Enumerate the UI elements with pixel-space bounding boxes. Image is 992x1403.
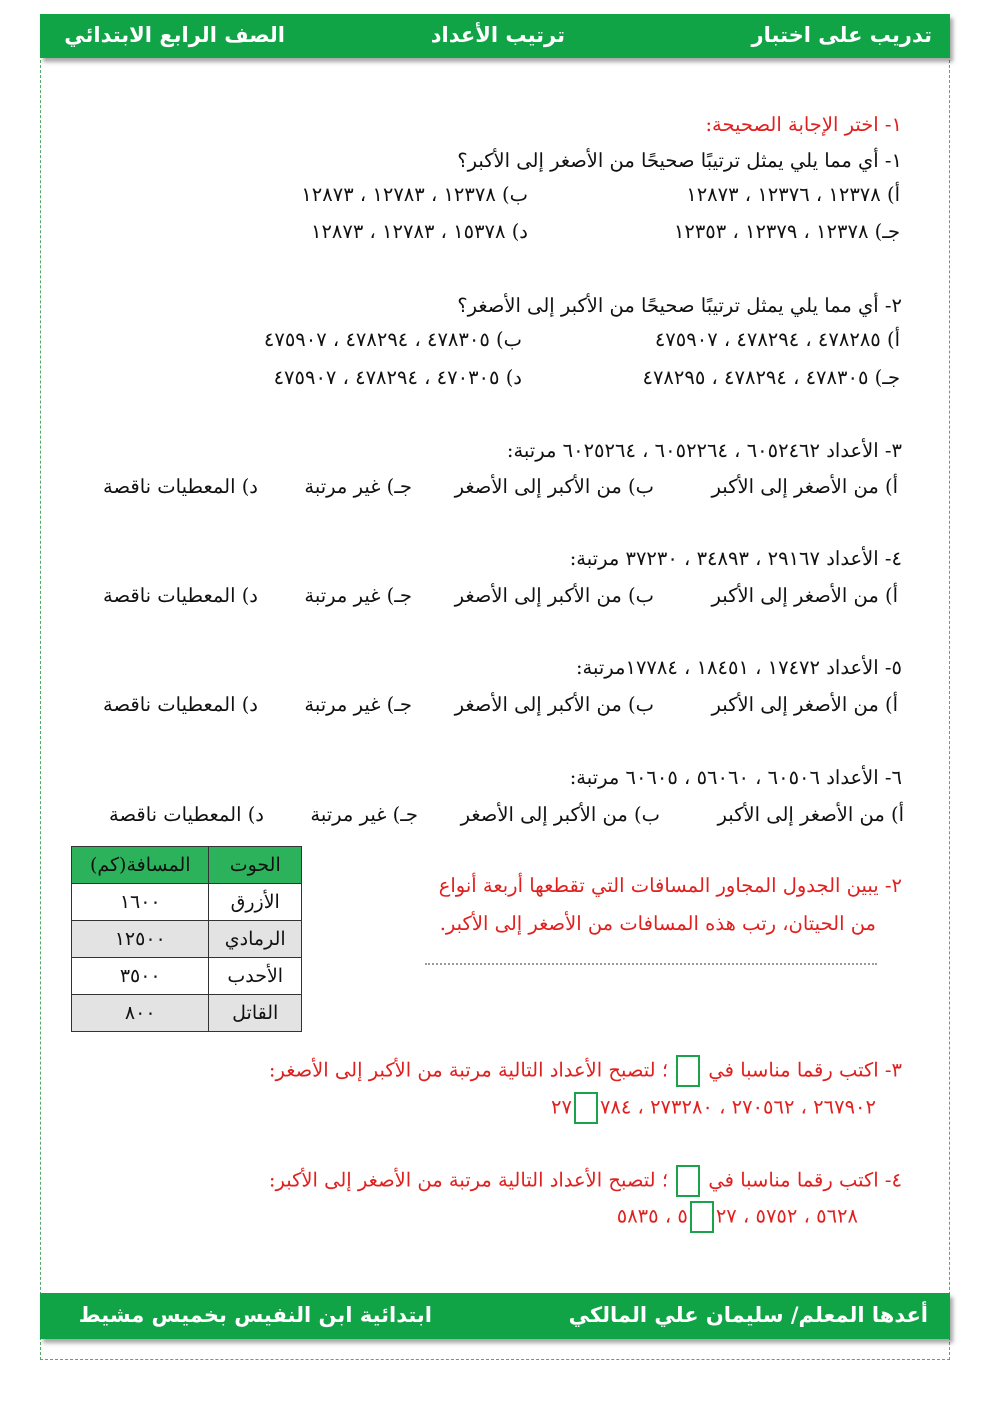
q1-item3-stem: ٣- الأعداد ٦٠٥٢٤٦٢ ، ٦٠٥٢٢٦٤ ، ٦٠٢٥٢٦٤ مرتبة: bbox=[506, 439, 902, 462]
table-row bbox=[72, 958, 302, 995]
q1-item5-option-d: د) المعطيات ناقصة bbox=[103, 693, 258, 716]
q3-numbers-end: ٢٧ bbox=[550, 1095, 572, 1119]
table-row bbox=[72, 921, 302, 958]
table-cell-whale: الأحدب bbox=[209, 958, 302, 995]
q1-item4-option-d: د) المعطيات ناقصة bbox=[103, 584, 258, 607]
q3-numbers-start: ٢٦٧٩٠٢ ، ٢٧٠٥٦٢ ، ٢٧٣٢٨٠ ، ٧٨٤ bbox=[599, 1095, 876, 1119]
q4-numbers bbox=[617, 1201, 858, 1233]
table-cell-distance: ١٢٥٠٠ bbox=[72, 921, 209, 958]
header-right-title: تدريب على اختبار bbox=[751, 23, 932, 47]
q1-item4-option-c: جـ) غير مرتبة bbox=[304, 584, 412, 607]
q1-item2-option-d: د) ٤٧٠٣٠٥ ، ٤٧٨٢٩٤ ، ٤٧٥٩٠٧ bbox=[273, 366, 522, 389]
q4-prefix: ٤- اكتب رقما مناسبا في bbox=[708, 1168, 902, 1192]
q1-item2-option-c: جـ) ٤٧٨٣٠٥ ، ٤٧٨٢٩٤ ، ٤٧٨٢٩٥ bbox=[642, 366, 900, 389]
table-header-whale: الحوت bbox=[209, 847, 302, 884]
q3-instruction bbox=[269, 1055, 902, 1087]
q1-item5-option-b: ب) من الأكبر إلى الأصغر bbox=[454, 693, 654, 716]
q3-numbers bbox=[551, 1092, 876, 1124]
q1-item3-option-a: أ) من الأصغر إلى الأكبر bbox=[711, 475, 898, 498]
table-cell-whale: الأزرق bbox=[209, 884, 302, 921]
q4-answer-box[interactable] bbox=[690, 1201, 714, 1233]
q1-item4-stem: ٤- الأعداد ٢٩١٦٧ ، ٣٤٨٩٣ ، ٣٧٢٣٠ مرتبة: bbox=[569, 547, 902, 570]
table-cell-whale: القاتل bbox=[209, 995, 302, 1032]
q2-line2: من الحيتان، رتب هذه المسافات من الأصغر إلى الأكبر. bbox=[439, 912, 876, 935]
q1-item3-option-b: ب) من الأكبر إلى الأصغر bbox=[454, 475, 654, 498]
header-center-title: ترتيب الأعداد bbox=[430, 23, 565, 47]
q1-item3-option-d: د) المعطيات ناقصة bbox=[103, 475, 258, 498]
q1-item2-option-a: أ) ٤٧٨٢٨٥ ، ٤٧٨٢٩٤ ، ٤٧٥٩٠٧ bbox=[654, 328, 900, 351]
q4-suffix: ؛ لتصبح الأعداد التالية مرتبة من الأصغر إلى الأكبر: bbox=[268, 1168, 669, 1192]
q1-item6-option-c: جـ) غير مرتبة bbox=[310, 803, 418, 826]
footer-school: ابتدائية ابن النفيس بخميس مشيط bbox=[78, 1303, 432, 1327]
table-row bbox=[72, 884, 302, 921]
table-row bbox=[72, 995, 302, 1032]
q3-suffix: ؛ لتصبح الأعداد التالية مرتبة من الأكبر إلى الأصغر: bbox=[268, 1058, 669, 1082]
q1-item4-option-a: أ) من الأصغر إلى الأكبر bbox=[711, 584, 898, 607]
q1-item1-option-d: د) ١٥٣٧٨ ، ١٢٧٨٣ ، ١٢٨٧٣ bbox=[310, 220, 528, 243]
q1-item5-option-a: أ) من الأصغر إلى الأكبر bbox=[711, 693, 898, 716]
q2-line1: ٢- يبين الجدول المجاور المسافات التي تقطعها أربعة أنواع bbox=[438, 874, 902, 897]
answer-dotted-line bbox=[425, 963, 877, 965]
q1-item1-option-c: جـ) ١٢٣٧٨ ، ١٢٣٧٩ ، ١٢٣٥٣ bbox=[673, 220, 900, 243]
q1-item1-stem: ١- أي مما يلي يمثل ترتيبًا صحيحًا من الأصغر إلى الأكبر؟ bbox=[457, 149, 902, 172]
q1-item6-option-b: ب) من الأكبر إلى الأصغر bbox=[460, 803, 660, 826]
q3-blank-box-icon bbox=[676, 1055, 700, 1087]
q4-numbers-start: ٥٦٢٨ ، ٥٧٥٢ ، ٢٧ bbox=[715, 1204, 858, 1228]
table-cell-whale: الرمادي bbox=[209, 921, 302, 958]
q3-answer-box[interactable] bbox=[574, 1092, 598, 1124]
q1-item2-stem: ٢- أي مما يلي يمثل ترتيبًا صحيحًا من الأكبر إلى الأصغر؟ bbox=[457, 294, 902, 317]
q1-item2-option-b: ب) ٤٧٨٣٠٥ ، ٤٧٨٢٩٤ ، ٤٧٥٩٠٧ bbox=[263, 328, 522, 351]
q1-item3-option-c: جـ) غير مرتبة bbox=[304, 475, 412, 498]
footer-banner bbox=[40, 1293, 950, 1339]
q3-prefix: ٣- اكتب رقما مناسبا في bbox=[708, 1058, 902, 1082]
q1-item4-option-b: ب) من الأكبر إلى الأصغر bbox=[454, 584, 654, 607]
table-header-row bbox=[72, 847, 302, 884]
q1-item1-option-a: أ) ١٢٣٧٨ ، ١٢٣٧٦ ، ١٢٨٧٣ bbox=[686, 183, 900, 206]
q1-item1-option-b: ب) ١٢٣٧٨ ، ١٢٧٨٣ ، ١٢٨٧٣ bbox=[301, 183, 528, 206]
table-cell-distance: ٣٥٠٠ bbox=[72, 958, 209, 995]
q1-item5-stem: ٥- الأعداد ١٧٤٧٢ ، ١٨٤٥١ ، ١٧٧٨٤مرتبة: bbox=[575, 656, 902, 679]
q1-item6-option-a: أ) من الأصغر إلى الأكبر bbox=[717, 803, 904, 826]
q4-blank-box-icon bbox=[676, 1165, 700, 1197]
table-cell-distance: ٨٠٠ bbox=[72, 995, 209, 1032]
table-cell-distance: ١٦٠٠ bbox=[72, 884, 209, 921]
footer-teacher: أعدها المعلم/ سليمان علي المالكي bbox=[568, 1303, 928, 1327]
q4-instruction bbox=[269, 1165, 902, 1197]
whales-table bbox=[71, 846, 302, 1032]
q1-item6-option-d: د) المعطيات ناقصة bbox=[109, 803, 264, 826]
q4-numbers-end: ٥ ، ٥٨٣٥ bbox=[616, 1204, 688, 1228]
q1-title: ١- اختر الإجابة الصحيحة: bbox=[705, 113, 902, 136]
header-left-title: الصف الرابع الابتدائي bbox=[64, 23, 285, 47]
header-banner bbox=[40, 14, 950, 58]
table-header-distance: المسافة(كم) bbox=[72, 847, 209, 884]
q1-item5-option-c: جـ) غير مرتبة bbox=[304, 693, 412, 716]
q1-item6-stem: ٦- الأعداد ٦٠٥٠٦ ، ٥٦٠٦٠ ، ٦٠٦٠٥ مرتبة: bbox=[569, 766, 902, 789]
